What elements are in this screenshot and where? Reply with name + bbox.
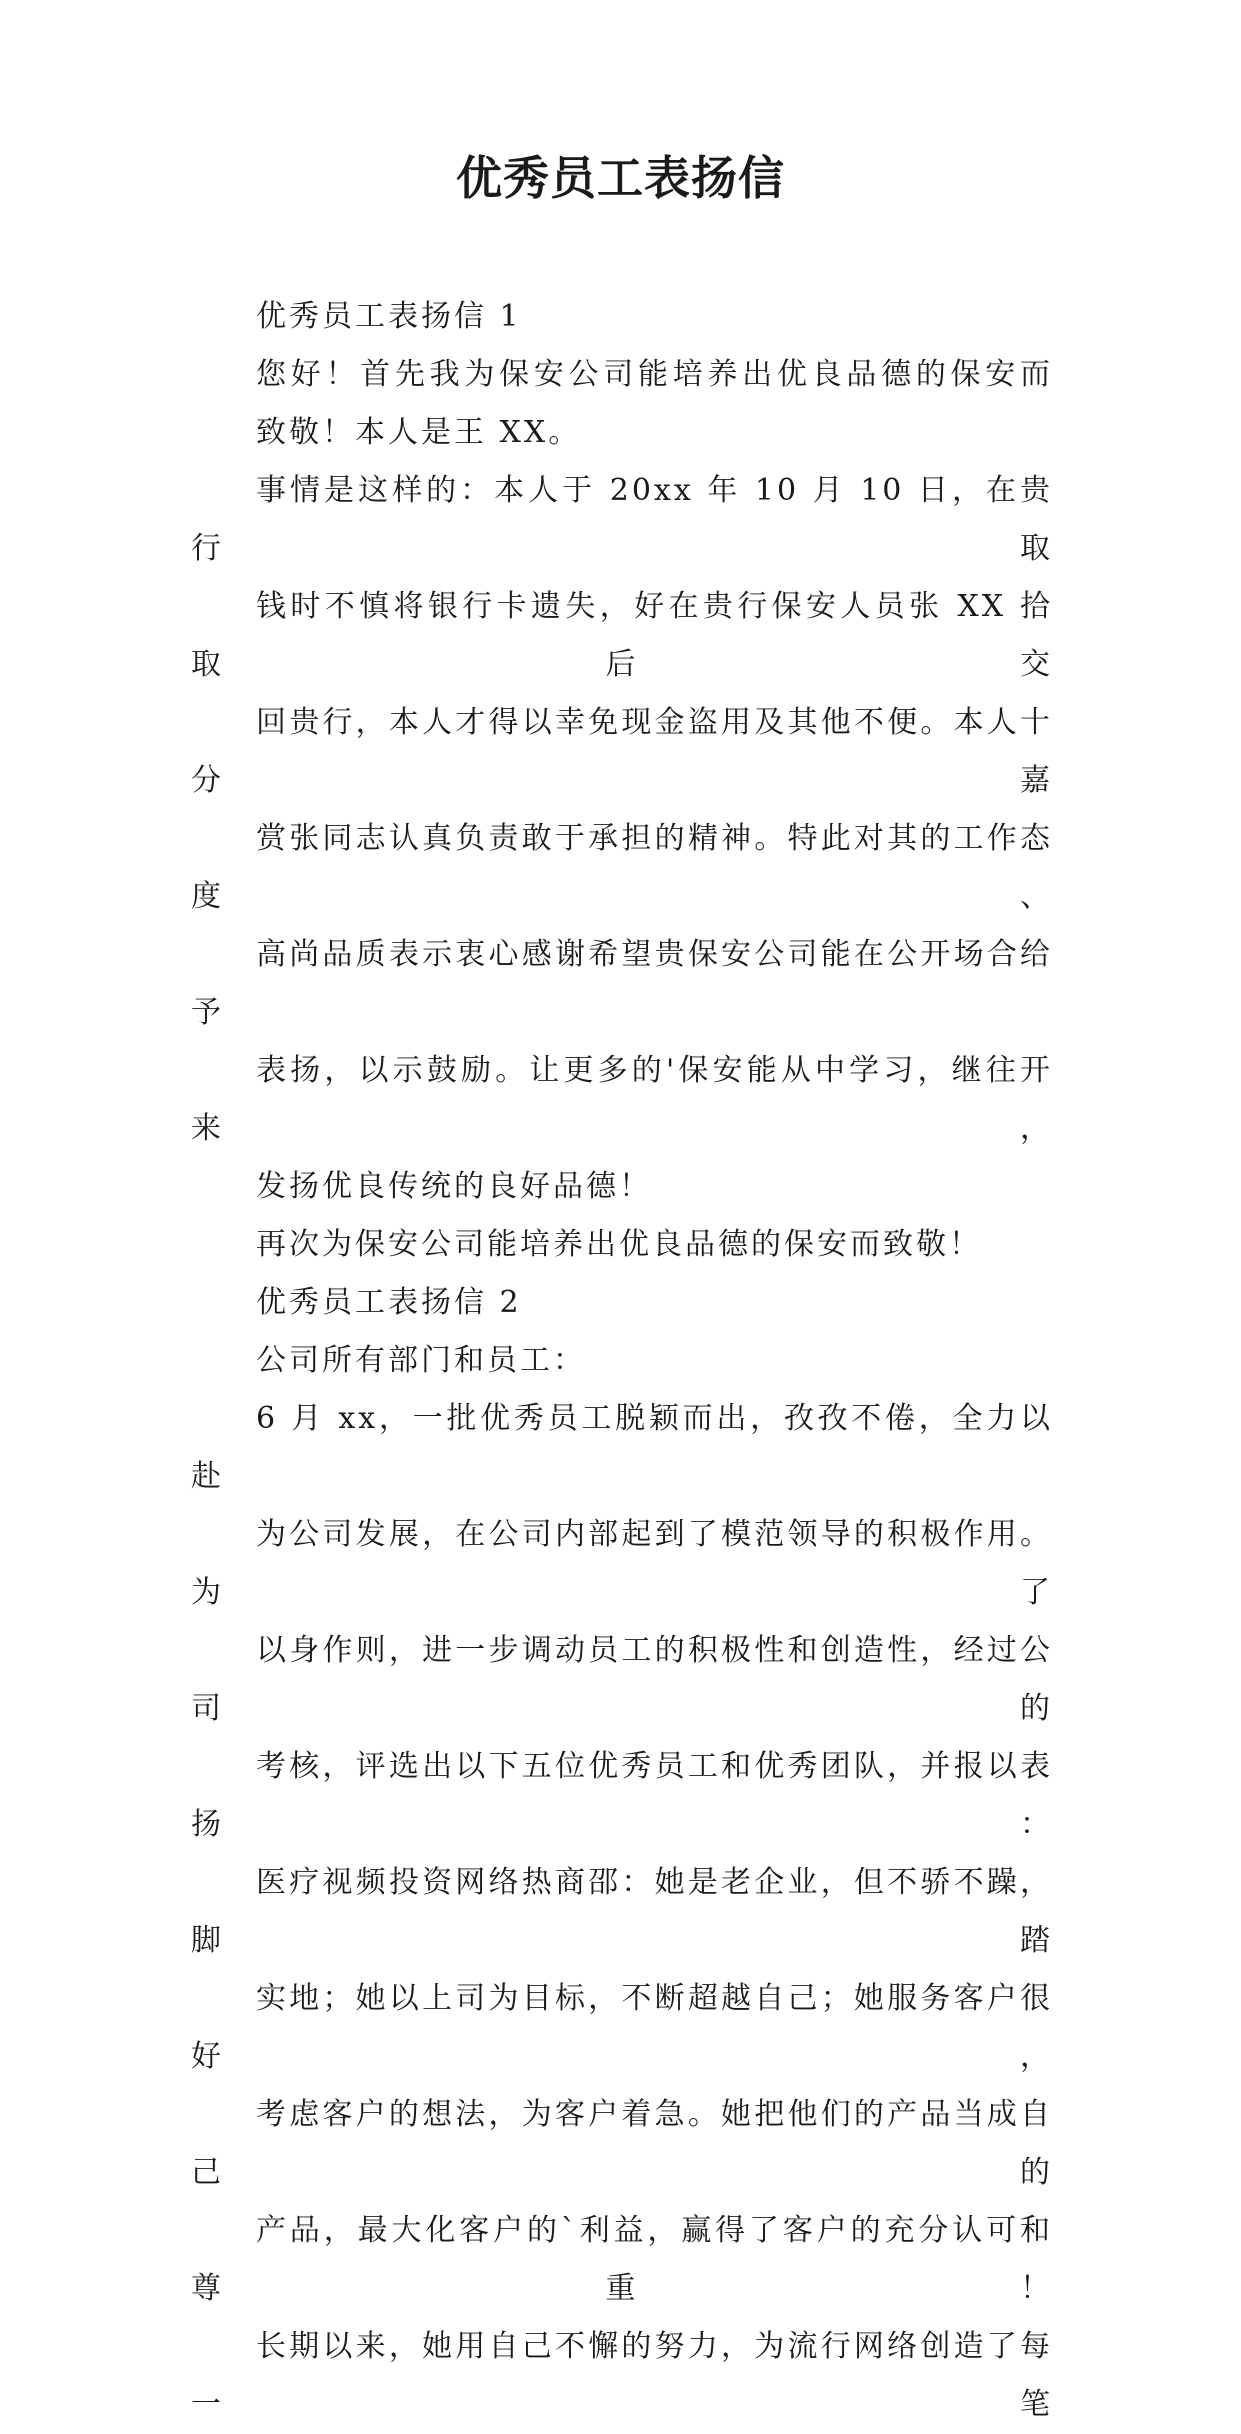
text-line: 考核，评选出以下五位优秀员工和优秀团队，并报以表扬：	[191, 1749, 1053, 1842]
text-line: 公司所有部门和员工：	[256, 1343, 586, 1378]
paragraph-story	[191, 462, 1053, 1216]
text-line: 实地；她以上司为目标，不断超越自己；她服务客户很好，	[191, 1981, 1053, 2074]
text-line: 事情是这样的：本人于 20xx 年 10 月 10 日，在贵行取	[191, 473, 1053, 566]
text-line: 您好！首先我为保安公司能培养出优良品德的保安而	[256, 357, 1053, 392]
text-line: 长期以来，她用自己不懈的努力，为流行网络创造了每一笔	[191, 2329, 1053, 2422]
text-line: 优秀员工表扬信 2	[256, 1285, 522, 1320]
document-title: 优秀员工表扬信	[456, 151, 785, 205]
text-line: 表扬，以示鼓励。让更多的'保安能从中学习，继往开来，	[191, 1053, 1053, 1146]
paragraph-commendation	[191, 1390, 1053, 2434]
text-line: 医疗视频投资网络热商邵：她是老企业，但不骄不躁，脚踏	[191, 1865, 1053, 1958]
paragraph-salutation	[191, 1332, 1053, 1390]
text-line: 优秀员工表扬信 1	[256, 299, 522, 334]
paragraph-heading-2	[191, 1274, 1053, 1332]
text-line: 为公司发展，在公司内部起到了模范领导的积极作用。为了	[191, 1517, 1053, 1610]
document-body	[191, 288, 1053, 2434]
text-line: 回贵行，本人才得以幸免现金盗用及其他不便。本人十分嘉	[191, 705, 1053, 798]
text-line: 赏张同志认真负责敢于承担的精神。特此对其的工作态度、	[191, 821, 1053, 914]
paragraph-heading-1	[191, 288, 1053, 346]
paragraph-greeting	[191, 346, 1053, 462]
text-line: 发扬优良传统的良好品德！	[256, 1169, 652, 1204]
text-line: 致敬！本人是王 XX。	[256, 415, 582, 450]
paragraph-closing	[191, 1216, 1053, 1274]
text-line: 再次为保安公司能培养出优良品德的保安而致敬！	[256, 1227, 982, 1262]
text-line: 6 月 xx，一批优秀员工脱颖而出，孜孜不倦，全力以赴	[191, 1401, 1053, 1494]
text-line: 考虑客户的想法，为客户着急。她把他们的产品当成自己的	[191, 2097, 1053, 2190]
text-line: 以身作则，进一步调动员工的积极性和创造性，经过公司的	[191, 1633, 1053, 1726]
text-line: 高尚品质表示衷心感谢希望贵保安公司能在公开场合给予	[191, 937, 1053, 1030]
text-line: 钱时不慎将银行卡遗失，好在贵行保安人员张 XX 拾取后交	[191, 589, 1053, 682]
text-line: 产品，最大化客户的`利益，赢得了客户的充分认可和尊重！	[191, 2213, 1053, 2306]
